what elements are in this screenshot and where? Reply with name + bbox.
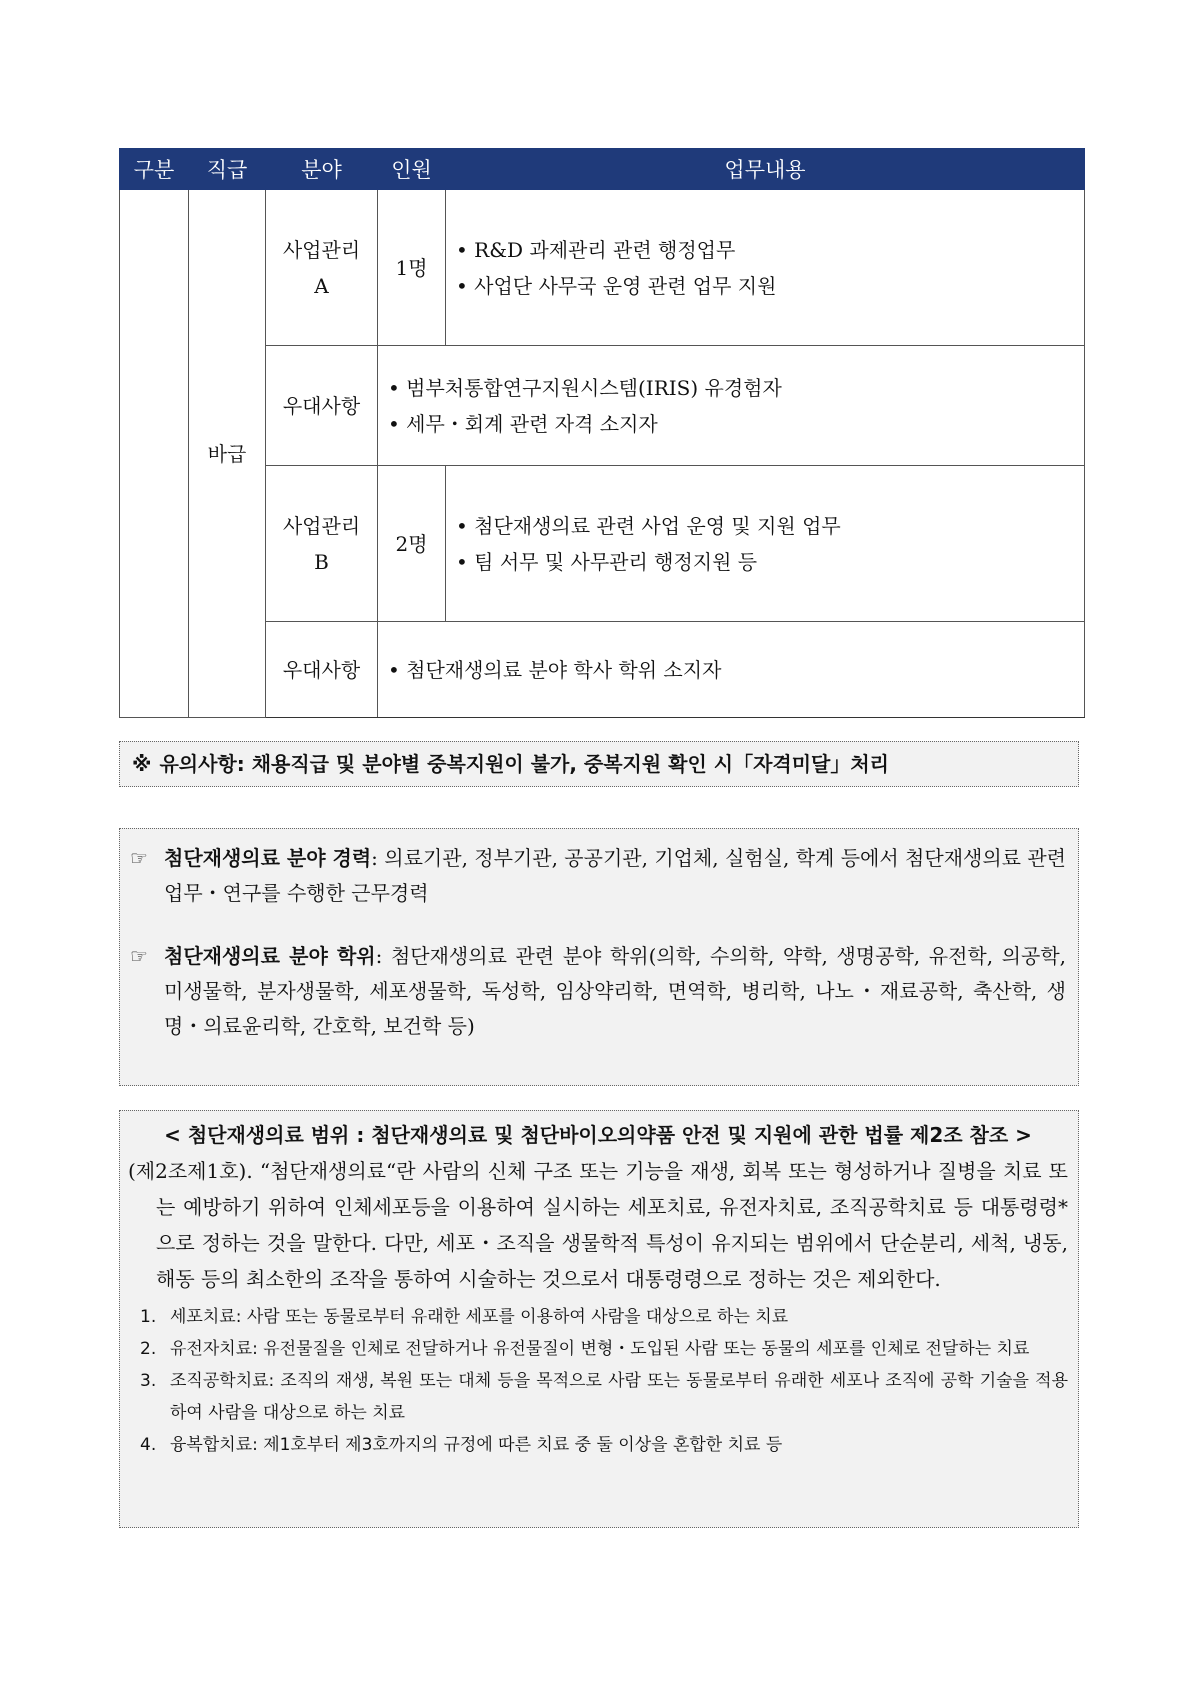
definition-term: 첨단재생의료 분야 경력 [164, 846, 372, 870]
preference-label-cell: 우대사항 [266, 346, 378, 466]
list-item: • 첨단재생의료 분야 학사 학위 소지자 [388, 652, 1084, 688]
scope-box [119, 1110, 1079, 1528]
field-cell: 사업관리 A [266, 190, 378, 346]
definition-text: : 의료기관, 정부기관, 공공기관, 기업체, 실험실, 학계 등에서 첨단재생의료 관련 업무・연구를 수행한 근무경력 [164, 846, 1066, 905]
notice-box [119, 741, 1079, 787]
definition-text: : 첨단재생의료 관련 분야 학위(의학, 수의학, 약학, 생명공학, 유전학, 의공학, 미생물학, 분자생물학, 세포생물학, 독성학, 임상약리학, 면역학, 병리학, 나노・재료공학, 축산학, 생명・의료윤리학, 간호학, 보건학 등) [164, 944, 1066, 1038]
header-duties: 업무내용 [446, 149, 1085, 190]
definition-term: 첨단재생의료 분야 학위 [164, 944, 376, 968]
notice-text: 유의사항: 채용직급 및 분야별 중복지원이 불가, 중복지원 확인 시「자격미달」처리 [159, 752, 889, 776]
list-item: • 팀 서무 및 사무관리 행정지원 등 [456, 544, 1084, 580]
table-row [120, 190, 1085, 346]
list-item: • 세무・회계 관련 자격 소지자 [388, 406, 1084, 442]
scope-title: < 첨단재생의료 범위 : 첨단재생의료 및 첨단바이오의약품 안전 및 지원에 관한 법률 제2조 참조 > [164, 1123, 1032, 1147]
definition-box [119, 828, 1079, 1086]
header-field: 분야 [266, 149, 378, 190]
count-cell: 1명 [378, 190, 446, 346]
scope-list [128, 1301, 1068, 1461]
definition-item [130, 939, 1066, 1044]
pointing-hand-icon: ☞ [130, 846, 148, 870]
header-category: 구분 [120, 149, 189, 190]
header-grade: 직급 [189, 149, 266, 190]
list-item: • 사업단 사무국 운영 관련 업무 지원 [456, 268, 1084, 304]
table-header-row [120, 149, 1085, 190]
header-count: 인원 [378, 149, 446, 190]
preference-cell [378, 622, 1085, 718]
reference-mark-icon: ※ [132, 752, 152, 776]
definition-item [130, 841, 1066, 911]
recruitment-table [119, 148, 1085, 718]
pointing-hand-icon: ☞ [130, 944, 148, 968]
field-cell: 사업관리 B [266, 466, 378, 622]
count-cell: 2명 [378, 466, 446, 622]
preference-cell [378, 346, 1085, 466]
list-item: 2. 유전자치료: 유전물질을 인체로 전달하거나 유전물질이 변형・도입된 사람 또는 동물의 세포를 인체로 전달하는 치료 [140, 1339, 1030, 1359]
category-cell [120, 190, 189, 718]
list-item: • 범부처통합연구지원시스템(IRIS) 유경험자 [388, 370, 1084, 406]
list-item: 1. 세포치료: 사람 또는 동물로부터 유래한 세포를 이용하여 사람을 대상으로 하는 치료 [140, 1307, 789, 1327]
list-item: 3. 조직공학치료: 조직의 재생, 복원 또는 대체 등을 목적으로 사람 또는 동물로부터 유래한 세포나 조직에 공학 기술을 적용하여 사람을 대상으로 하는 치료 [140, 1371, 1068, 1423]
duties-cell [446, 466, 1085, 622]
duties-cell [446, 190, 1085, 346]
scope-paragraph: (제2조제1호). “첨단재생의료“란 사람의 신체 구조 또는 기능을 재생, 회복 또는 형성하거나 질병을 치료 또는 예방하기 위하여 인체세포등을 이용하여 실시하는 세포치료, 유전자치료, 조직공학치료 등 대통령령*으로 정하는 것을 말한다. 다만, 세포・조직을 생물학적 특성이 유지되는 범위에서 단순분리, 세척, 냉동, 해동 등의 최소한의 조작을 통하여 시술하는 것으로서 대통령령으로 정하는 것은 제외한다. [128, 1159, 1068, 1291]
list-item: 4. 융복합치료: 제1호부터 제3호까지의 규정에 따른 치료 중 둘 이상을 혼합한 치료 등 [140, 1435, 783, 1455]
list-item: • R&D 과제관리 관련 행정업무 [456, 232, 1084, 268]
preference-label-cell: 우대사항 [266, 622, 378, 718]
list-item: • 첨단재생의료 관련 사업 운영 및 지원 업무 [456, 508, 1084, 544]
grade-cell: 바급 [189, 190, 266, 718]
